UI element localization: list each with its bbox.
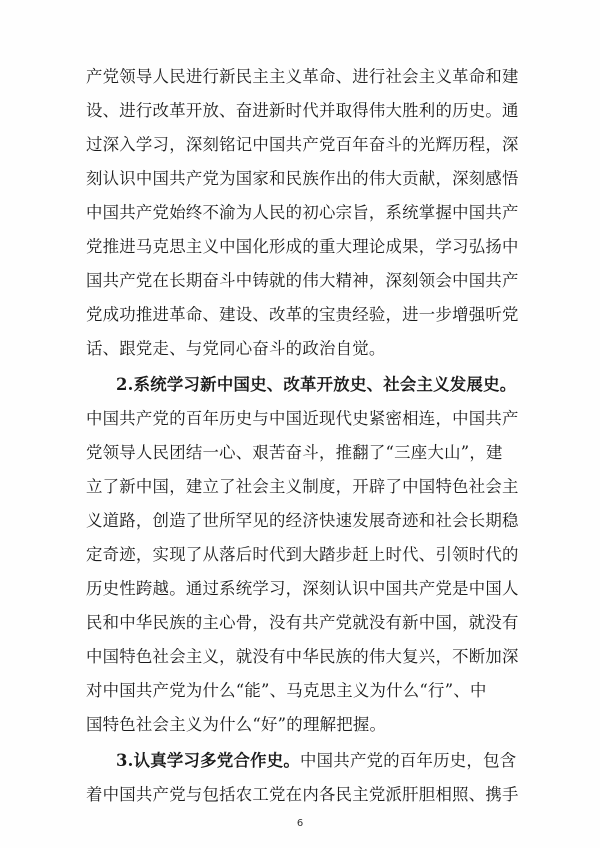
- paragraph-line: 中国特色社会主义，就没有中华民族的伟大复兴，不断加深: [86, 647, 519, 666]
- paragraph-line: 设、进行改革开放、奋进新时代并取得伟大胜利的历史。通: [86, 101, 519, 120]
- paragraph-line: 国共产党在长期奋斗中铸就的伟大精神，深刻领会中国共产: [86, 271, 519, 290]
- section-3-heading-rest: 中国共产党的百年历史，包含: [300, 751, 517, 770]
- paragraph-line: 刻认识中国共产党为国家和民族作出的伟大贡献，深刻感悟: [86, 169, 519, 188]
- paragraph-line: 中国共产党始终不渝为人民的初心宗旨，系统掌握中国共产: [86, 203, 519, 222]
- paragraph-line: 过深入学习，深刻铭记中国共产党百年奋斗的光辉历程，深: [86, 135, 519, 154]
- paragraph-line: 党成功推进革命、建设、改革的宝贵经验，进一步增强听党: [86, 305, 519, 324]
- paragraph-line: 对中国共产党为什么“能”、马克思主义为什么“行”、中: [86, 681, 487, 700]
- paragraph-line: 党领导人民团结一心、艰苦奋斗，推翻了“三座大山”，建: [86, 443, 503, 462]
- paragraph-line: 民和中华民族的主心骨，没有共产党就没有新中国，就没有: [86, 613, 519, 632]
- paragraph-line: 中国共产党的百年历史与中国近现代史紧密相连，中国共产: [86, 409, 519, 428]
- paragraph-line: 义道路，创造了世所罕见的经济快速发展奇迹和社会长期稳: [86, 511, 519, 530]
- paragraph-line: 着中国共产党与包括农工党在内各民主党派肝胆相照、携手: [86, 785, 519, 804]
- section-heading-2: 2.系统学习新中国史、改革开放史、社会主义发展史。: [116, 375, 517, 394]
- paragraph-line: 历史性跨越。通过系统学习，深刻认识中国共产党是中国人: [86, 579, 519, 598]
- paragraph-line: 产党领导人民进行新民主主义革命、进行社会主义革命和建: [86, 67, 519, 86]
- paragraph-line: 国特色社会主义为什么“好”的理解把握。: [86, 715, 387, 734]
- paragraph-line: 话、跟党走、与党同心奋斗的政治自觉。: [86, 339, 386, 358]
- section-heading-3: 3.认真学习多党合作史。: [116, 751, 301, 770]
- paragraph-line: 党推进马克思主义中国化形成的重大理论成果，学习弘扬中: [86, 237, 519, 256]
- page-number: 6: [296, 818, 304, 829]
- section-3-first-line: [116, 750, 536, 772]
- paragraph-line: 立了新中国，建立了社会主义制度，开辟了中国特色社会主: [86, 477, 519, 496]
- paragraph-line: 定奇迹，实现了从落后时代到大踏步赶上时代、引领时代的: [86, 545, 519, 564]
